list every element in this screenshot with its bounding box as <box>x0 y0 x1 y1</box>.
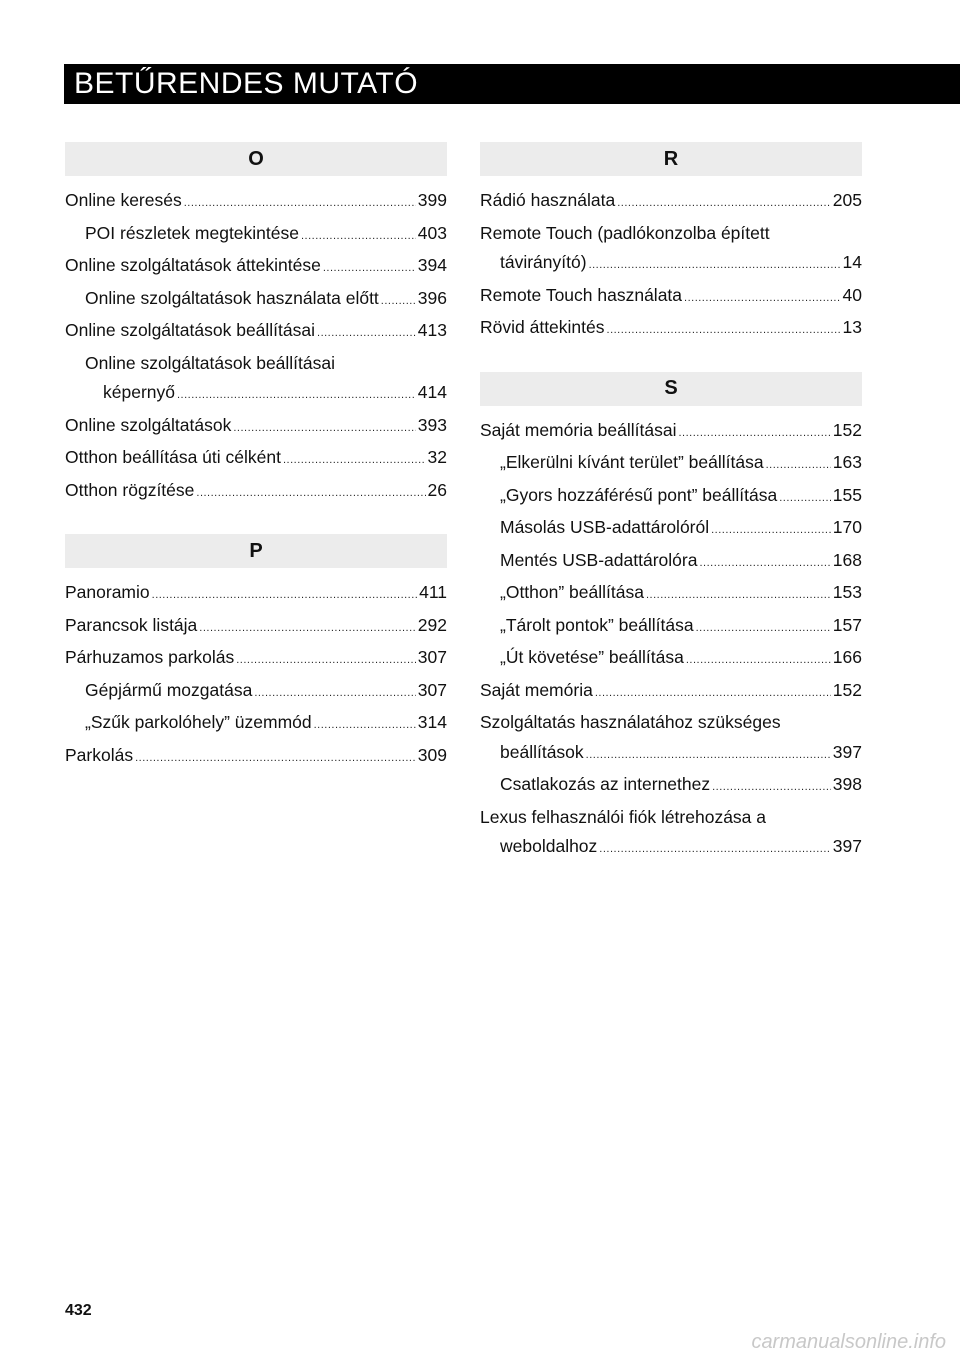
index-entry: Remote Touch használata ..... 40 <box>480 281 862 314</box>
index-entry-line1: Lexus felhasználói fiók létrehozása a <box>480 806 767 827</box>
page-ref: 411 <box>419 582 447 602</box>
index-entry-line1: Remote Touch (padlókonzolba épített <box>480 222 770 243</box>
page-ref: 205 <box>832 190 862 210</box>
page-ref: 413 <box>417 320 447 340</box>
index-section-r <box>480 142 862 346</box>
index-entry: Rövid áttekintés ..... 13 <box>480 313 862 346</box>
watermark: carmanualsonline.info <box>751 1331 946 1353</box>
index-subentry: Online szolgáltatások használata előtt ..... 396 <box>65 284 447 317</box>
index-entry: Panoramio ..... 411 <box>65 578 447 611</box>
index-subentry: „Otthon” beállítása ..... 153 <box>480 578 862 611</box>
index-subentry: „Tárolt pontok” beállítása ..... 157 <box>480 611 862 644</box>
index-subentry: Csatlakozás az internethez ..... 398 <box>480 770 862 803</box>
index-section-o <box>65 142 447 508</box>
index-entry: Online szolgáltatások beállításai ..... 413 <box>65 316 447 349</box>
page-ref: 393 <box>417 414 447 435</box>
page-number: 432 <box>65 1302 92 1319</box>
index-column-left <box>65 142 447 773</box>
index-entry: Online keresés ..... 399 <box>65 186 447 219</box>
index-section-p <box>65 534 447 773</box>
index-entry: Saját memória ..... 152 <box>480 676 862 709</box>
page-ref: 307 <box>417 679 447 700</box>
page-ref: 153 <box>832 582 862 602</box>
index-entry: Otthon beállítása úti célként ..... 32 <box>65 443 447 476</box>
page-ref: 152 <box>832 679 862 700</box>
index-section-s <box>480 372 862 865</box>
section-letter-o: O <box>65 142 447 176</box>
index-subentry: „Gyors hozzáférésű pont” beállítása ..... 155 <box>480 481 862 514</box>
page-ref: 157 <box>832 614 862 635</box>
page-ref: 166 <box>832 647 862 667</box>
page-ref: 40 <box>842 284 862 305</box>
index-entry: Saját memória beállításai ..... 152 <box>480 416 862 449</box>
page-ref: 403 <box>417 222 447 243</box>
index-entry: Párhuzamos parkolás ..... 307 <box>65 643 447 676</box>
index-subentry: Másolás USB-adattárolóról ..... 170 <box>480 513 862 546</box>
page-title <box>64 64 960 104</box>
page-ref: 13 <box>842 317 862 337</box>
page-ref: 309 <box>417 744 447 765</box>
page-ref: 168 <box>832 549 862 570</box>
page-ref: 398 <box>832 774 862 794</box>
page-ref: 292 <box>417 614 447 635</box>
index-column-right <box>480 142 862 865</box>
index-entry: Parancsok listája ..... 292 <box>65 611 447 644</box>
page-ref: 163 <box>832 452 862 472</box>
page-ref: 399 <box>417 190 447 210</box>
index-subentry: Mentés USB-adattárolóra ..... 168 <box>480 546 862 579</box>
index-entry-continuation: weboldalhoz ..... 397 <box>480 832 862 865</box>
page-ref: 170 <box>832 517 862 537</box>
index-subentry: „Út követése” beállítása ..... 166 <box>480 643 862 676</box>
index-subentry-line1: Online szolgáltatások beállításai <box>85 352 336 373</box>
page-ref: 314 <box>417 712 447 732</box>
section-letter-s: S <box>480 372 862 406</box>
index-entry: Parkolás ..... 309 <box>65 741 447 774</box>
page-ref: 397 <box>832 836 862 856</box>
page-ref: 396 <box>417 287 447 308</box>
index-entry: Online szolgáltatások ..... 393 <box>65 411 447 444</box>
index-entry: Online szolgáltatások áttekintése ..... 394 <box>65 251 447 284</box>
section-letter-r: R <box>480 142 862 176</box>
page-ref: 394 <box>417 255 447 275</box>
page-ref: 152 <box>832 419 862 440</box>
index-subentry: POI részletek megtekintése ..... 403 <box>65 219 447 252</box>
index-entry-continuation: beállítások ..... 397 <box>480 738 862 771</box>
page-ref: 26 <box>427 479 447 500</box>
page-title-text: BETŰRENDES MUTATÓ <box>74 67 419 100</box>
page-ref: 397 <box>832 741 862 762</box>
index-entry-continuation: távirányító) ..... 14 <box>480 248 862 281</box>
page-ref: 32 <box>427 447 447 467</box>
index-entry-line1: Szolgáltatás használatához szükséges <box>480 712 781 732</box>
page-ref: 14 <box>842 252 862 272</box>
page-ref: 307 <box>417 647 447 667</box>
index-entry: Otthon rögzítése ..... 26 <box>65 476 447 509</box>
index-subentry: „Szűk parkolóhely” üzemmód ..... 314 <box>65 708 447 741</box>
index-subentry-continuation: képernyő ..... 414 <box>65 378 447 411</box>
index-entry: Rádió használata ..... 205 <box>480 186 862 219</box>
page-ref: 414 <box>417 382 447 402</box>
index-subentry: „Elkerülni kívánt terület” beállítása ..... 163 <box>480 448 862 481</box>
section-letter-p: P <box>65 534 447 568</box>
index-subentry: Gépjármű mozgatása ..... 307 <box>65 676 447 709</box>
page-ref: 155 <box>832 484 862 505</box>
